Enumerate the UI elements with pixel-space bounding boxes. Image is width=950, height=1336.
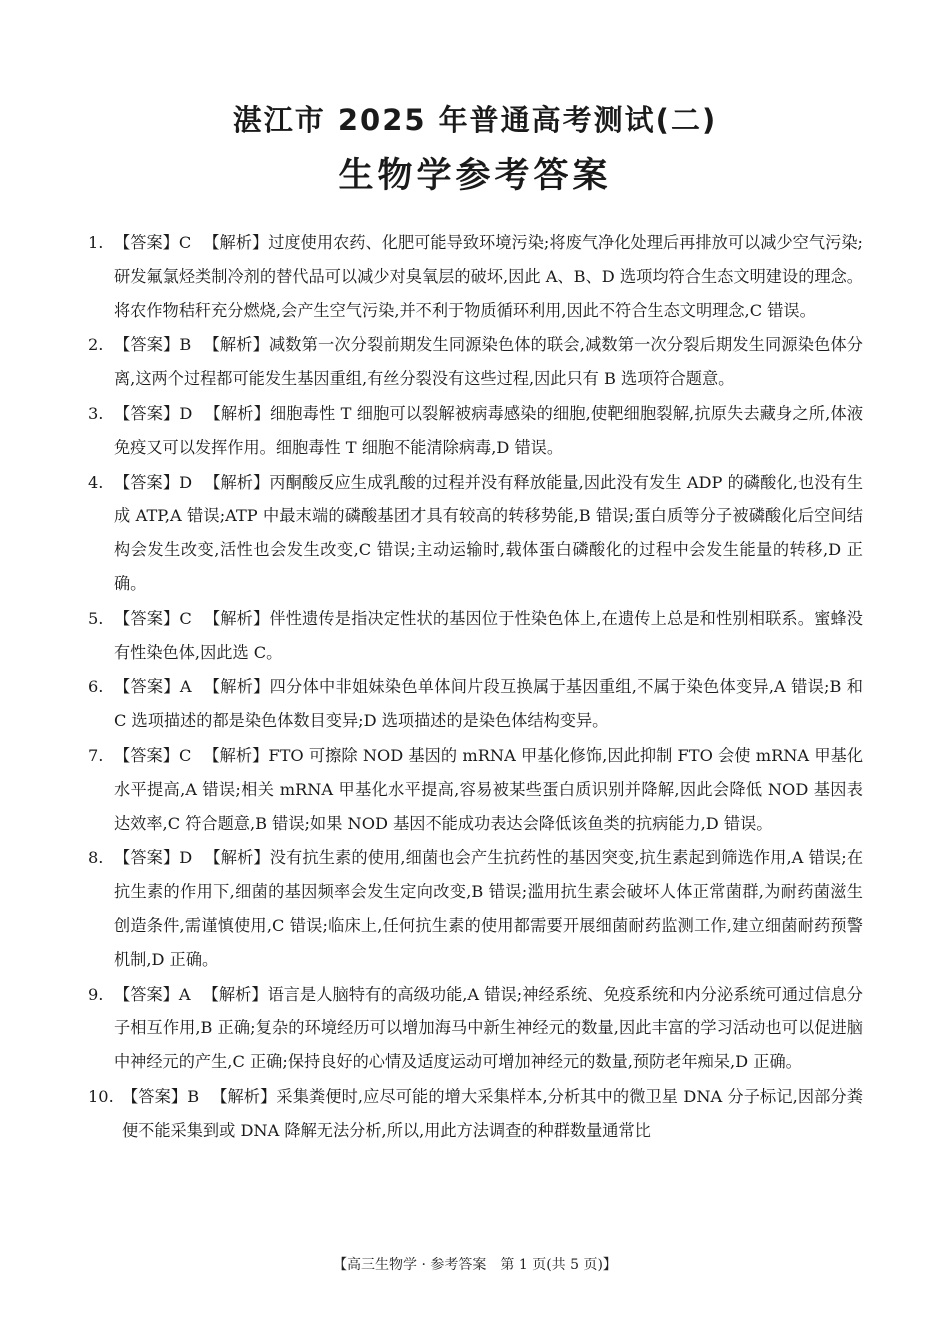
- question-5: [88, 602, 863, 670]
- analysis-label: 【解析】: [203, 677, 270, 697]
- analysis-label: 【解析】: [204, 848, 270, 868]
- answer-label: 【答案】C: [114, 233, 192, 252]
- question-number: 2.: [88, 335, 104, 355]
- question-number: 10.: [88, 1086, 114, 1106]
- analysis-label: 【解析】: [202, 984, 268, 1004]
- question-1: [88, 226, 863, 327]
- analysis-label: 【解析】: [204, 472, 270, 492]
- analysis-text: 没有抗生素的使用,细菌也会产生抗药性的基因突变,抗生素起到筛选作用,A 错误;在抗生素的作用下,细菌的基因频率会发生定向改变,B 错误;滥用抗生素会破坏人体正常菌群,为耐药菌滋生创造条件,需谨慎使用,C 错误;临床上,任何抗生素的使用都需要开展细菌耐药监测工作,建立细菌耐药预警机制,D 正确。: [114, 848, 864, 969]
- answer-label: 【答案】D: [114, 848, 193, 868]
- answer-list: [88, 226, 863, 1149]
- analysis-text: 丙酮酸反应生成乳酸的过程并没有释放能量,因此没有发生 ADP 的磷酸化,也没有生成 ATP,A 错误;ATP 中最末端的磷酸基团才具有较高的转移势能,B 错误;蛋白质等分子被磷酸化后空间结构会发生改变,活性也会发生改变,C 错误;主动运输时,载体蛋白磷酸化的过程中会发生能量的转移,D 正确。: [114, 472, 864, 593]
- answer-label: 【答案】D: [114, 403, 193, 423]
- answer-label: 【答案】D: [114, 472, 193, 492]
- question-9: [88, 978, 863, 1079]
- analysis-text: FTO 可擦除 NOD 基因的 mRNA 甲基化修饰,因此抑制 FTO 会使 mRNA 甲基化水平提高,A 错误;相关 mRNA 甲基化水平提高,容易被某些蛋白质识别并降解,因此会降低 NOD 基因表达效率,C 符合题意,B 错误;如果 NOD 基因不能成功表达会降低该鱼类的抗病能力,D 错误。: [114, 745, 864, 833]
- answer-label: 【答案】C: [114, 608, 192, 628]
- question-number: 5.: [88, 608, 104, 628]
- question-10: [88, 1080, 863, 1148]
- analysis-text: 采集粪便时,应尽可能的增大采集样本,分析其中的微卫星 DNA 分子标记,因部分粪便不能采集到或 DNA 降解无法分析,所以,用此方法调查的种群数量通常比: [122, 1086, 863, 1140]
- answer-label: 【答案】B: [122, 1086, 200, 1106]
- analysis-text: 细胞毒性 T 细胞可以裂解被病毒感染的细胞,使靶细胞裂解,抗原失去藏身之所,体液免疫又可以发挥作用。细胞毒性 T 细胞不能清除病毒,D 错误。: [114, 403, 864, 457]
- answer-label: 【答案】B: [114, 335, 192, 355]
- analysis-label: 【解析】: [203, 233, 269, 252]
- question-number: 1.: [88, 233, 104, 252]
- answer-label: 【答案】A: [114, 984, 191, 1004]
- analysis-label: 【解析】: [203, 745, 269, 765]
- analysis-label: 【解析】: [204, 403, 270, 423]
- question-2: [88, 328, 863, 396]
- question-number: 6.: [88, 677, 104, 697]
- question-number: 9.: [88, 984, 104, 1004]
- question-number: 7.: [88, 745, 104, 765]
- analysis-text: 过度使用农药、化肥可能导致环境污染;将废气净化处理后再排放可以减少空气污染;研发氟氯烃类制冷剂的替代品可以减少对臭氧层的破坏,因此 A、B、D 选项均符合生态文明建设的理念。将农作物秸秆充分燃烧,会产生空气污染,并不利于物质循环利用,因此不符合生态文明理念,C 错误。: [114, 233, 864, 320]
- question-7: [88, 739, 863, 840]
- analysis-text: 语言是人脑特有的高级功能,A 错误;神经系统、免疫系统和内分泌系统可通过信息分子相互作用,B 正确;复杂的环境经历可以增加海马中新生神经元的数量,因此丰富的学习活动也可以促进脑中神经元的产生,C 正确;保持良好的心情及适度运动可增加神经元的数量,预防老年痴呆,D 正确。: [114, 984, 863, 1072]
- analysis-label: 【解析】: [203, 335, 269, 355]
- page-title: 湛江市 2025 年普通高考测试(二): [232, 103, 718, 137]
- question-number: 4.: [88, 472, 104, 492]
- question-4: [88, 466, 863, 601]
- question-number: 3.: [88, 403, 104, 423]
- analysis-text: 伴性遗传是指决定性状的基因位于性染色体上,在遗传上总是和性别相联系。蜜蜂没有性染色体,因此选 C。: [114, 608, 863, 662]
- page-subtitle: 生物学参考答案: [338, 156, 612, 196]
- answer-label: 【答案】C: [114, 745, 192, 765]
- page-footer: 【高三生物学 · 参考答案 第 1 页(共 5 页)】: [333, 1257, 617, 1273]
- question-8: [88, 841, 863, 976]
- question-number: 8.: [88, 848, 104, 868]
- analysis-label: 【解析】: [211, 1086, 277, 1106]
- analysis-label: 【解析】: [203, 608, 270, 628]
- analysis-text: 四分体中非姐妹染色单体间片段互换属于基因重组,不属于染色体变异,A 错误;B 和 C 选项描述的都是染色体数目变异;D 选项描述的是染色体结构变异。: [114, 677, 863, 731]
- question-6: [88, 670, 863, 738]
- question-3: [88, 397, 863, 465]
- analysis-text: 减数第一次分裂前期发生同源染色体的联会,减数第一次分裂后期发生同源染色体分离,这两个过程都可能发生基因重组,有丝分裂没有这些过程,因此只有 B 选项符合题意。: [114, 335, 863, 389]
- answer-label: 【答案】A: [114, 677, 192, 697]
